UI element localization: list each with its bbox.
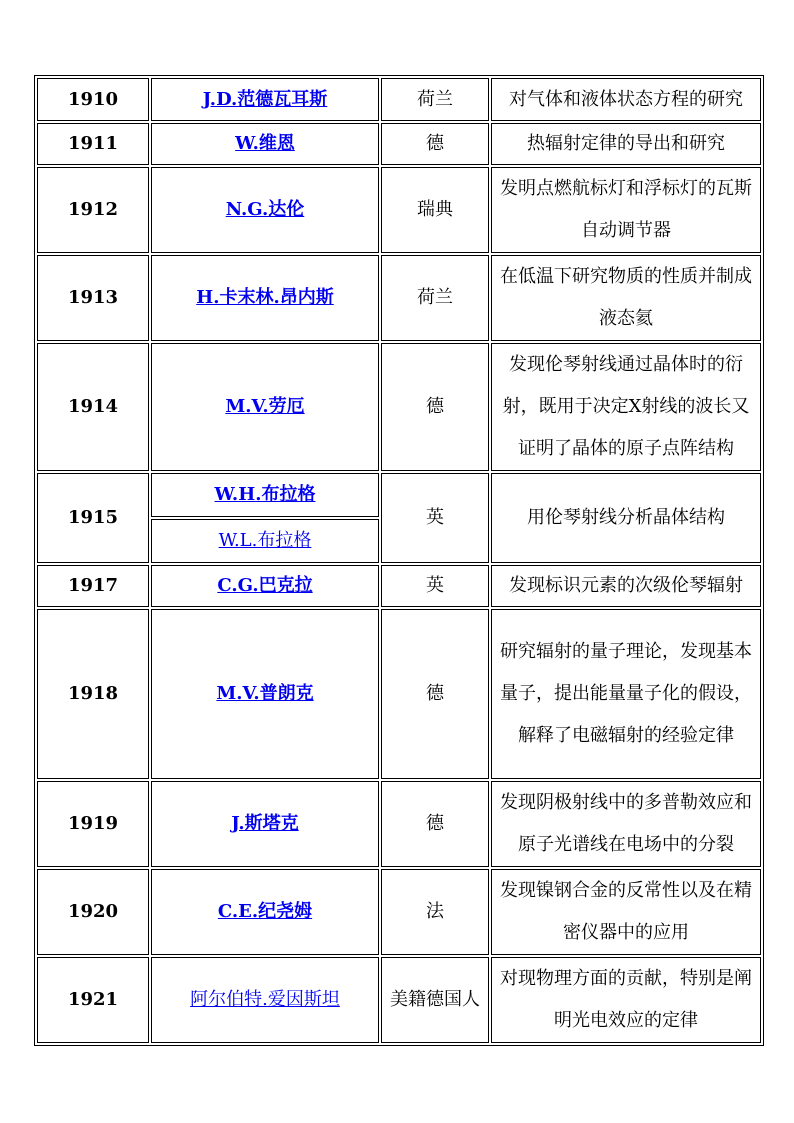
laureate-cell <box>151 473 379 517</box>
laureate-cell <box>151 957 379 1043</box>
laureate-cell <box>151 123 379 165</box>
laureate-link[interactable]: C.E.纪尧姆 <box>217 901 313 922</box>
work-cell: 在低温下研究物质的性质并制成液态氦 <box>491 255 761 341</box>
country-cell: 瑞典 <box>381 167 489 253</box>
laureate-link[interactable]: M.V.普朗克 <box>216 683 314 704</box>
laureate-cell <box>151 519 379 563</box>
year-cell: 1912 <box>37 167 149 253</box>
laureate-link[interactable]: C.G.巴克拉 <box>217 575 313 596</box>
year-cell: 1918 <box>37 609 149 779</box>
year-cell: 1913 <box>37 255 149 341</box>
laureate-cell <box>151 255 379 341</box>
table-row <box>37 343 761 471</box>
table-row <box>37 167 761 253</box>
laureate-cell <box>151 609 379 779</box>
country-cell: 荷兰 <box>381 255 489 341</box>
nobel-physics-table <box>34 75 764 1046</box>
table-row <box>37 255 761 341</box>
country-cell: 德 <box>381 609 489 779</box>
laureate-link[interactable]: W.H.布拉格 <box>214 484 316 505</box>
country-cell: 法 <box>381 869 489 955</box>
laureate-cell <box>151 343 379 471</box>
table-row <box>37 781 761 867</box>
work-cell: 研究辐射的量子理论，发现基本量子，提出能量量子化的假设，解释了电磁辐射的经验定律 <box>491 609 761 779</box>
laureate-link[interactable]: M.V.劳厄 <box>225 396 305 417</box>
laureate-cell <box>151 869 379 955</box>
year-cell: 1915 <box>37 473 149 563</box>
table-row <box>37 565 761 607</box>
country-cell: 德 <box>381 781 489 867</box>
laureate-cell <box>151 565 379 607</box>
year-cell: 1920 <box>37 869 149 955</box>
laureate-link[interactable]: H.卡末林.昂内斯 <box>196 287 334 308</box>
year-cell: 1911 <box>37 123 149 165</box>
laureate-cell <box>151 167 379 253</box>
laureate-cell <box>151 78 379 121</box>
work-cell: 对现物理方面的贡献，特别是阐明光电效应的定律 <box>491 957 761 1043</box>
country-cell: 荷兰 <box>381 78 489 121</box>
year-cell: 1914 <box>37 343 149 471</box>
work-cell: 发现阴极射线中的多普勒效应和原子光谱线在电场中的分裂 <box>491 781 761 867</box>
laureate-link[interactable]: W.维恩 <box>235 133 295 154</box>
country-cell: 美籍德国人 <box>381 957 489 1043</box>
table-row <box>37 869 761 955</box>
work-cell: 用伦琴射线分析晶体结构 <box>491 473 761 563</box>
year-cell: 1921 <box>37 957 149 1043</box>
year-cell: 1910 <box>37 78 149 121</box>
work-cell: 热辐射定律的导出和研究 <box>491 123 761 165</box>
table-row <box>37 609 761 779</box>
table-row <box>37 957 761 1043</box>
table-row <box>37 123 761 165</box>
country-cell: 英 <box>381 565 489 607</box>
country-cell: 英 <box>381 473 489 563</box>
work-cell: 对气体和液体状态方程的研究 <box>491 78 761 121</box>
work-cell: 发明点燃航标灯和浮标灯的瓦斯自动调节器 <box>491 167 761 253</box>
laureate-cell <box>151 781 379 867</box>
country-cell: 德 <box>381 343 489 471</box>
year-cell: 1917 <box>37 565 149 607</box>
work-cell: 发现标识元素的次级伦琴辐射 <box>491 565 761 607</box>
laureate-link[interactable]: W.L.布拉格 <box>218 530 312 551</box>
laureate-link[interactable]: J.斯塔克 <box>231 813 299 834</box>
year-cell: 1919 <box>37 781 149 867</box>
laureate-link[interactable]: 阿尔伯特.爱因斯坦 <box>190 989 340 1010</box>
table-row <box>37 473 761 517</box>
table-row <box>37 78 761 121</box>
laureate-link[interactable]: J.D.范德瓦耳斯 <box>202 88 328 110</box>
work-cell: 发现镍钢合金的反常性以及在精密仪器中的应用 <box>491 869 761 955</box>
country-cell: 德 <box>381 123 489 165</box>
laureate-link[interactable]: N.G.达伦 <box>225 199 305 220</box>
work-cell: 发现伦琴射线通过晶体时的衍射，既用于决定X射线的波长又证明了晶体的原子点阵结构 <box>491 343 761 471</box>
